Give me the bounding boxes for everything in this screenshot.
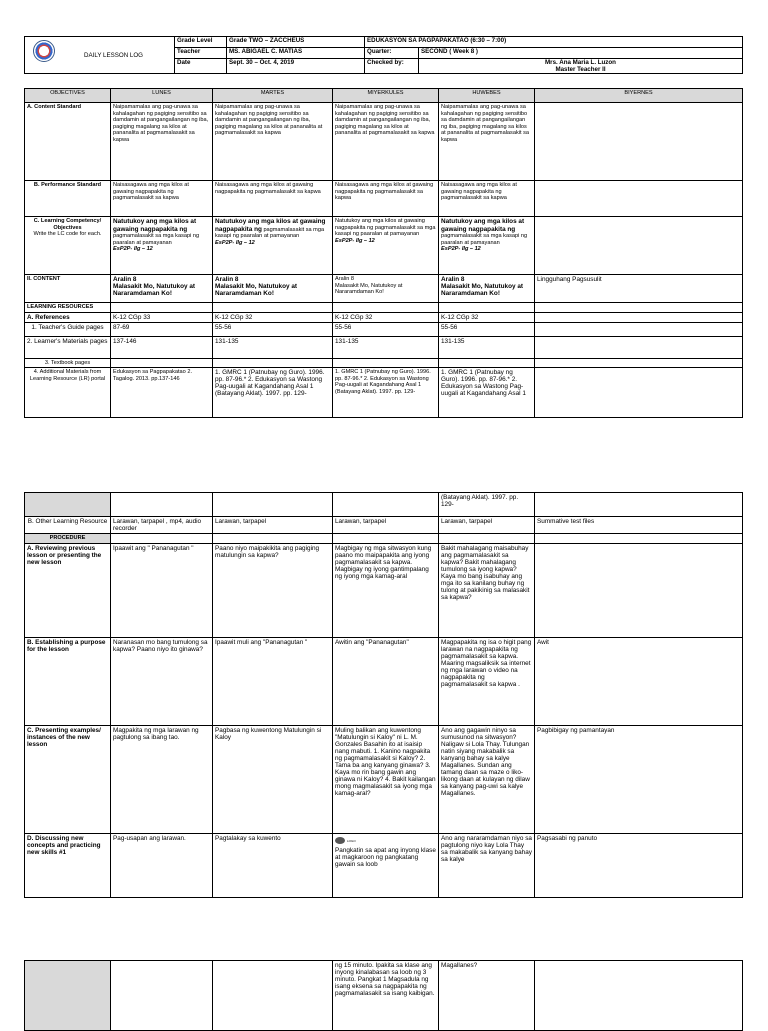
competency-code: EsP2P- IIg – 12 <box>113 246 153 253</box>
checked-by-value <box>419 59 743 74</box>
competency-code: EsP2P- IIg – 12 <box>441 246 481 253</box>
add-fri <box>535 368 743 418</box>
lesson-title: Malasakit Mo, Natutukoy at Nararamdaman Ko! <box>335 282 403 296</box>
perf-std-fri <box>535 181 743 217</box>
empty-cell <box>439 534 535 544</box>
purpose-tue: Ipaawit muli ang "Pananagutan " <box>213 637 333 725</box>
examples-thu: Ano ang gagawin ninyo sa sumusunod na sitwasyon? Naligaw si Lola Thay. Tulungan natin siyang makabalik sa kanyang bahay sa kalye Magallanes. Sundan ang tamang daan sa maze o liko-likong daan at kulayan ng dilaw sa kanyang pag-uwi sa kalye Magallanes. <box>439 725 535 833</box>
empty-cell <box>535 534 743 544</box>
row-label-procedure: PROCEDURE <box>25 534 111 544</box>
objectives-table <box>24 88 743 418</box>
checked-label: Checked by: <box>365 59 419 74</box>
row-label-additional-materials: 4. Additional Materials from Learning Resource (LR) portal <box>25 368 111 418</box>
perf-std-thu: Naisasagawa ang mga kilos at gawaing nagpapakita ng pagmamalasakit sa kapwa <box>439 181 535 217</box>
empty-cell <box>213 534 333 544</box>
continuation-thu: Magallanes? <box>439 961 535 1031</box>
competency-rest: pagmamalasakit sa mga kasapi ng paaralan at pamayanan <box>215 226 325 240</box>
add-tue: 1. GMRC 1 (Patnubay ng Guro). 1996. pp. 87-96.* 2. Edukasyon sa Wastong Pag-uugali at Kagandahang Asal 1 (Batayang Aklat). 1997. pp. 129- <box>213 368 333 418</box>
review-mon: Ipaawit ang " Pananagutan " <box>111 543 213 637</box>
continuation-table <box>24 960 743 1031</box>
discussing-wed <box>333 833 439 897</box>
competency-lead: Natutukoy ang mga kilos at gawaing nagpapakita ng <box>113 218 197 233</box>
purpose-wed: Awitin ang "Pananagutan" <box>333 637 439 725</box>
tg-fri <box>535 322 743 336</box>
discussing-thu: Ano ang nararamdaman niyo sa pagtulong niyo kay Lola Thay sa makabalik sa kanyang bahay sa kalye <box>439 833 535 897</box>
review-wed: Magbigay ng mga sitwasyon kung paano mo maipapakita ang iyong pagmamalasakit sa kapwa. Magbigay ng iyong gantimpalang ng iyong mga kamag-aral <box>333 543 439 637</box>
discussing-tue: Pagtalakay sa kuwento <box>213 833 333 897</box>
row-label-textbook: 3. Textbook pages <box>25 358 111 368</box>
perf-std-tue: Naisasagawa ang mga kilos at gawaing nagpapakita ng pagmamalasakit sa kapwa <box>213 181 333 217</box>
day-header-fri: BIYERNES <box>535 89 743 103</box>
competency-code: EsP2P- IIg – 12 <box>215 239 255 246</box>
continuation-label <box>25 961 111 1031</box>
logo-caption: LOGO <box>347 838 356 843</box>
empty-cell <box>111 961 213 1031</box>
empty-cell <box>111 534 213 544</box>
competency-tue <box>213 217 333 275</box>
other-fri: Summative test files <box>535 517 743 534</box>
competency-rest: pagmamalasakit sa mga kasapi ng paaralan at pamayanan <box>441 233 528 246</box>
kcg-mon: K-12 CGp 33 <box>111 312 213 322</box>
lesson-log-title: DAILY LESSON LOG <box>84 51 143 59</box>
empty-cell <box>333 303 439 313</box>
lesson-title: Malasakit Mo, Natutukoy at Nararamdaman Ko! <box>215 283 298 297</box>
examples-wed: Muling balikan ang kuwentong "Matulungin si Kaloy" ni L. M. Gonzales Basahin ito at isaisip nang mabuti. 1. Kanino nagpakita ng pagmamalasakit si Kaloy? 2. Tama ba ang kanyang ginawa? 3. Kaya mo rin bang gawin ang ginawa ni Kaloy? 4. Bakit kailangan mong magmalasakit sa iyong mga kamag-aral? <box>333 725 439 833</box>
continuation-thu: (Batayang Aklat). 1997. pp. 129- <box>439 493 535 517</box>
lesson-number: Aralin 8 <box>441 276 465 283</box>
tg-thu: 55-56 <box>439 322 535 336</box>
tg-mon: 87-69 <box>111 322 213 336</box>
purpose-mon: Naranasan mo bang tumulong sa kapwa? Paano niyo ito ginawa? <box>111 637 213 725</box>
discussing-fri: Pagsasabi ng panuto <box>535 833 743 897</box>
content-wed <box>333 275 439 303</box>
row-label-teachers-guide: 1. Teacher's Guide pages <box>25 322 111 336</box>
empty-cell <box>213 303 333 313</box>
review-thu: Bakit mahalagang maisabuhay ang pagmamalasakit sa kapwa? Bakit mahalagang tumulong sa iyong kapwa? Kaya mo bang isabuhay ang mga ito sa kanilang buhay ng tulong at pakikinig sa malasakit sa kapwa? <box>439 543 535 637</box>
examples-mon: Magpakita ng mga larawan ng pagtulong sa ibang tao. <box>111 725 213 833</box>
content-tue <box>213 275 333 303</box>
competency-label: C. Learning Competency/ Objectives <box>33 218 102 231</box>
examples-fri: Pagbibigay ng pamantayan <box>535 725 743 833</box>
competency-sublabel: Write the LC code for each. <box>33 231 102 238</box>
tg-wed: 55-56 <box>333 322 439 336</box>
row-label-competency <box>25 217 111 275</box>
day-header-thu: HUWEBES <box>439 89 535 103</box>
date-label: Date <box>175 59 227 74</box>
lesson-title: Malasakit Mo, Natutukoy at Nararamdaman Ko! <box>441 283 524 297</box>
teacher-value: MS. ABIGAEL C. MATIAS <box>227 48 365 59</box>
competency-thu <box>439 217 535 275</box>
add-wed: 1. GMRC 1 (Patnubay ng Guro). 1996. pp. 87-96.* 2. Edukasyon sa Wastong Pag-uugali at Kagandahang Asal 1 (Batayang Aklat). 1997. pp. 129- <box>333 368 439 418</box>
purpose-thu: Magpapakita ng isa o higit pang larawan na nagpapakita ng pagmamalasakit sa kapwa. Maaring magsaliksik sa internet ng mga larawan o video na nagpapakita ng pagmamalasakit sa kapwa . <box>439 637 535 725</box>
empty-cell <box>111 303 213 313</box>
day-header-wed: MIYERKULES <box>333 89 439 103</box>
header-title-cell <box>25 37 175 74</box>
row-label-review: A. Reviewing previous lesson or presenting the new lesson <box>25 543 111 637</box>
kcg-thu: K-12 CGp 32 <box>439 312 535 322</box>
empty-cell <box>439 303 535 313</box>
row-label-references: A. References <box>25 312 111 322</box>
procedure-table <box>24 492 743 898</box>
empty-cell <box>535 303 743 313</box>
competency-wed <box>333 217 439 275</box>
competency-fri <box>535 217 743 275</box>
lm-wed: 131-135 <box>333 336 439 358</box>
checked-name: Mrs. Ana Maria L. Luzon <box>545 59 616 66</box>
row-label-performance-standard: B. Performance Standard <box>25 181 111 217</box>
quarter-value: SECOND ( Week 8 ) <box>419 48 743 59</box>
lesson-number: Aralin 8 <box>113 276 137 283</box>
grade-level-label: Grade Level <box>175 37 227 48</box>
other-tue: Larawan, tarpapel <box>213 517 333 534</box>
competency-rest: pagmamalasakit sa mga kasapi ng paaralan at pamayanan <box>113 233 200 246</box>
lm-tue: 131-135 <box>213 336 333 358</box>
empty-cell <box>213 961 333 1031</box>
row-label-content: II. CONTENT <box>25 275 111 303</box>
review-fri <box>535 543 743 637</box>
lesson-number: Aralin 8 <box>335 276 354 282</box>
perf-std-wed: Naisasagawa ang mga kilos at gawaing nagpapakita ng pagmamalasakit sa kapwa <box>333 181 439 217</box>
competency-lead: Natutukoy ang mga kilos at gawaing nagpapakita ng <box>335 218 425 231</box>
date-value: Sept. 30 – Oct. 4, 2019 <box>227 59 365 74</box>
deped-seal-icon <box>33 40 55 62</box>
competency-lead: Natutukoy ang mga kilos at gawaing nagpapakita ng <box>215 218 326 233</box>
kcg-wed: K-12 CGp 32 <box>333 312 439 322</box>
school-logo-icon <box>335 837 345 844</box>
content-thu <box>439 275 535 303</box>
empty-cell <box>439 358 535 368</box>
empty-cell <box>111 493 213 517</box>
empty-cell <box>333 358 439 368</box>
teacher-label: Teacher <box>175 48 227 59</box>
lesson-title: Malasakit Mo, Natutukoy at Nararamdaman Ko! <box>113 283 196 297</box>
day-header-mon: LUNES <box>111 89 213 103</box>
empty-cell <box>213 358 333 368</box>
kcg-tue: K-12 CGp 32 <box>213 312 333 322</box>
content-std-tue: Naipamamalas ang pag-unawa sa kahalagahan ng pagiging sensitibo sa damdamin at pangangailangan ng iba, pagiging magalang sa kilos at pananalita at pagmamalasakit sa kapwa <box>213 103 333 181</box>
header-table <box>24 36 743 74</box>
content-fri: Lingguhang Pagsusulit <box>535 275 743 303</box>
objectives-header: OBJECTIVES <box>25 89 111 103</box>
lm-fri <box>535 336 743 358</box>
content-std-mon: Naipamamalas ang pag-unawa sa kahalagahan ng pagiging sensitibo sa damdamin at pangangailangan ng iba, pagiging magalang sa kilos at pananalita at pagmamalasakit sa kapwa <box>111 103 213 181</box>
content-std-wed: Naipamamalas ang pag-unawa sa kahalagahan ng pagiging sensitibo sa damdamin at pangangailangan ng iba, pagiging magalang sa kilos at pananalita at pagmamalasakit sa kapwa <box>333 103 439 181</box>
empty-cell <box>333 493 439 517</box>
content-std-thu: Naipamamalas ang pag-unawa sa kahalagahan ng pagiging sensitibo sa damdamin at pangangailangan ng iba, pagiging magalang sa kilos at pananalita at pagmamalasakit sa kapwa <box>439 103 535 181</box>
row-label-purpose: B. Establishing a purpose for the lesson <box>25 637 111 725</box>
checked-title: Master Teacher II <box>555 66 606 73</box>
row-label-learners-materials: 2. Learner's Materials pages <box>25 336 111 358</box>
purpose-fri: Awit <box>535 637 743 725</box>
empty-cell <box>535 961 743 1031</box>
grade-level-value: Grade TWO – ZACCHEUS <box>227 37 365 48</box>
content-std-fri <box>535 103 743 181</box>
perf-std-mon: Naisasagawa ang mga kilos at gawaing nagpapakita ng pagmamalasakit sa kapwa <box>111 181 213 217</box>
lm-mon: 137-146 <box>111 336 213 358</box>
subject-value: EDUKASYON SA PAGPAPAKATAO (6:30 – 7:00) <box>365 37 743 48</box>
add-thu: 1. GMRC 1 (Patnubay ng Guro). 1996. pp. 87-96.* 2. Edukasyon sa Wastong Pag-uugali at Kagandahang Asal 1 <box>439 368 535 418</box>
empty-cell <box>535 493 743 517</box>
row-label-discussing: D. Discussing new concepts and practicing new skills #1 <box>25 833 111 897</box>
kcg-fri <box>535 312 743 322</box>
continuation-wed: ng 15 minuto. Ipakita sa klase ang inyong kinalabasan sa loob ng 3 minuto. Pangkat 1 Magsadula ng isang eksena sa nagpapakita ng pagmamalasakit sa isang kaibigan. <box>333 961 439 1031</box>
lm-thu: 131-135 <box>439 336 535 358</box>
other-wed: Larawan, tarpapel <box>333 517 439 534</box>
competency-lead: Natutukoy ang mga kilos at gawaing nagpapakita ng <box>441 218 525 233</box>
quarter-label: Quarter: <box>365 48 419 59</box>
continuation-label <box>25 493 111 517</box>
review-tue: Paano niyo maipakikita ang pagiging matulungin sa kapwa? <box>213 543 333 637</box>
empty-cell <box>535 358 743 368</box>
content-mon <box>111 275 213 303</box>
empty-cell <box>111 358 213 368</box>
discussing-mon: Pag-usapan ang larawan. <box>111 833 213 897</box>
tg-tue: 55-56 <box>213 322 333 336</box>
lesson-number: Aralin 8 <box>215 276 239 283</box>
examples-tue: Pagbasa ng kuwentong Matulungin si Kaloy <box>213 725 333 833</box>
other-mon: Larawan, tarpapel , mp4, audio recorder <box>111 517 213 534</box>
row-label-content-standard: A. Content Standard <box>25 103 111 181</box>
add-mon: Edukasyon sa Pagpapakatao 2. Tagalog. 2013. pp.137-146 <box>111 368 213 418</box>
row-label-other-resources: B. Other Learning Resource <box>25 517 111 534</box>
other-thu: Larawan, tarpapel <box>439 517 535 534</box>
empty-cell <box>333 534 439 544</box>
row-label-learning-resources: LEARNING RESOURCES <box>25 303 111 313</box>
empty-cell <box>213 493 333 517</box>
competency-rest: pagmamalasakit sa mga kasapi ng paaralan at pamayanan <box>335 224 436 238</box>
competency-code: EsP2P- IIg – 12 <box>335 237 375 244</box>
competency-mon <box>111 217 213 275</box>
discussing-wed-text: Pangkatin sa apat ang inyong klase at magkaroon ng pangkatang gawain sa loob <box>335 846 436 868</box>
row-label-examples: C. Presenting examples/ instances of the new lesson <box>25 725 111 833</box>
day-header-tue: MARTES <box>213 89 333 103</box>
